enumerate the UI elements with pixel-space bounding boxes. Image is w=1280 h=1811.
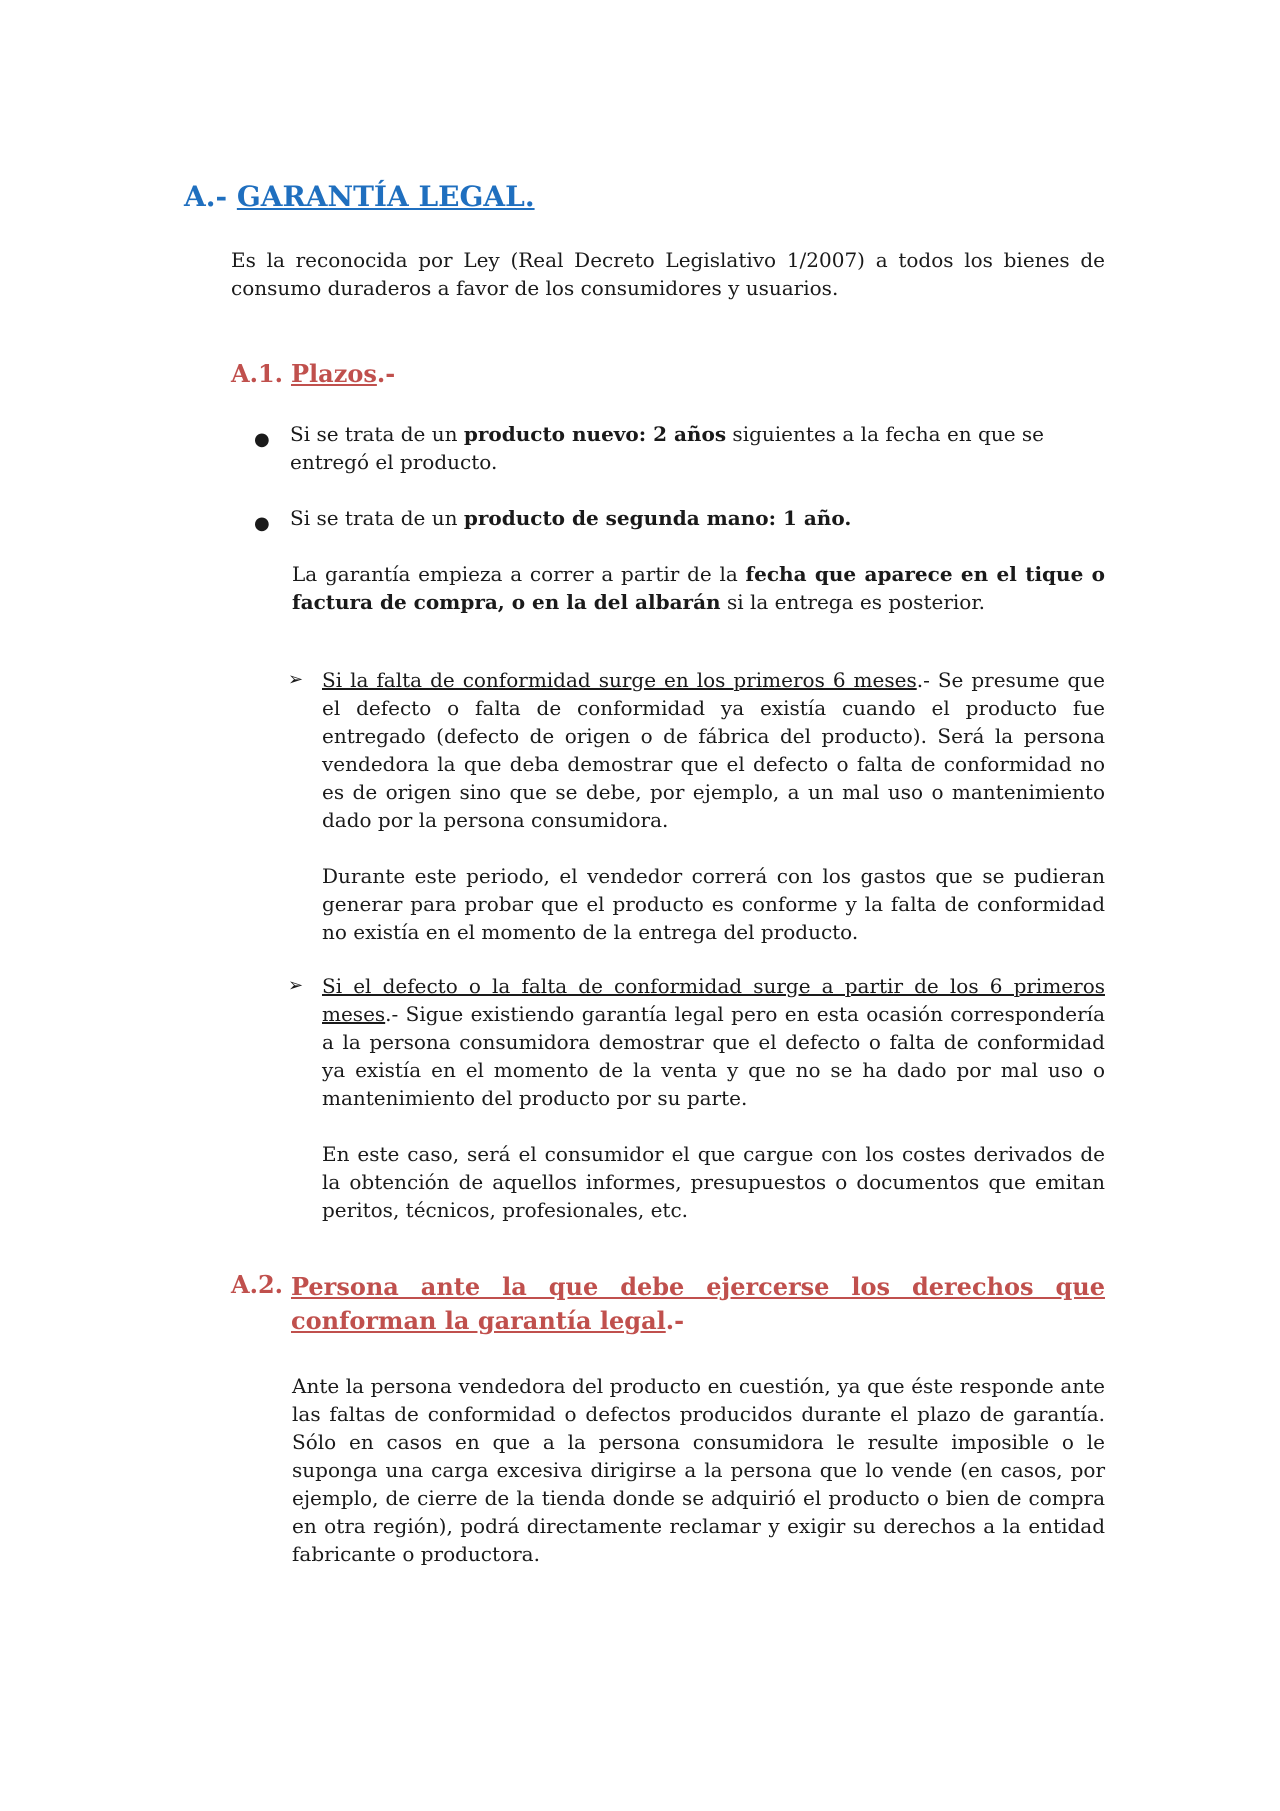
bullet-2-pre: Si se trata de un (290, 506, 464, 530)
garantia-bold: fecha que aparece en el tique o factura de compra, o en la del albarán (292, 562, 1105, 614)
final-paragraph: Ante la persona vendedora del producto en cuestión, ya que éste responde ante las faltas de conformidad o defectos producidos durante el plazo de garantía. Sólo en casos en que a la persona consumidora le resulte imposible o le suponga una carga excesiva dirigirse a la persona que lo vende (en casos, por ejemplo, de cierre de la tienda donde se adquirió el producto o bien de compra en otra región), podrá directamente reclamar y exigir su derechos a la entidad fabricante o productora. (292, 1374, 1105, 1566)
arrow-bullet-icon: ➢ (288, 669, 304, 690)
section-a1-title: Plazos (291, 359, 377, 388)
bullet-second-hand (254, 504, 1105, 534)
section-a2-title: Persona ante la que debe ejercerse los derechos que conforman la garantía legal (291, 1272, 1105, 1335)
bullet-1-bold: producto nuevo: 2 años (463, 422, 727, 446)
section-a1-heading (231, 359, 1105, 395)
arrow-bullet-icon: ➢ (288, 975, 304, 996)
arrow-1-text: .- Se presume que el defecto o falta de conformidad ya existía cuando el producto fue entregado (defecto de origen o de fábrica del producto). Será la persona vendedora la que deba demostrar que el defecto o falta de conformidad no es de origen sino que se debe, por ejemplo, a un mal uso o mantenimiento dado por la persona consumidora. (322, 668, 1105, 832)
section-a1-number: A.1. (231, 359, 284, 388)
section-a-prefix: A.- (184, 180, 237, 213)
bullet-1-post: siguientes a la fecha en que se entregó el producto. (290, 422, 1044, 474)
bullet-1-pre: Si se trata de un (290, 422, 464, 446)
section-a1-suffix: .- (376, 359, 396, 388)
arrow-2-follow: En este caso, será el consumidor el que cargue con los costes derivados de la obtención de aquellos informes, presupuestos o documentos que emitan peritos, técnicos, profesionales, etc. (322, 1142, 1105, 1222)
garantia-post: si la entrega es posterior. (720, 590, 986, 614)
garantia-pre: La garantía empieza a correr a partir de la (292, 562, 746, 586)
bullet-new-product (254, 420, 1105, 476)
arrow-item-first-6-months (288, 666, 1105, 834)
arrow-1-underlined: Si la falta de conformidad surge en los primeros 6 meses (322, 668, 917, 692)
arrow-1-follow: Durante este periodo, el vendedor correrá con los gastos que se pudieran generar para probar que el producto es conforme y la falta de conformidad no existía en el momento de la entrega del producto. (322, 864, 1105, 944)
arrow-2-underlined: Si el defecto o la falta de conformidad surge a partir de los 6 primeros meses (322, 974, 1105, 1026)
section-a-heading (184, 180, 535, 213)
section-a2-number: A.2. (231, 1270, 284, 1299)
bullet-dot-icon: ● (254, 429, 270, 450)
arrow-item-after-6-months (288, 972, 1105, 1112)
section-a2-suffix: .- (665, 1306, 685, 1335)
section-a-title: GARANTÍA LEGAL. (236, 180, 535, 213)
garantia-paragraph (292, 560, 1105, 616)
section-a2-heading (231, 1270, 1105, 1338)
bullet-2-bold: producto de segunda mano: 1 año. (463, 506, 852, 530)
intro-paragraph: Es la reconocida por Ley (Real Decreto Legislativo 1/2007) a todos los bienes de consumo duraderos a favor de los consumidores y usuarios. (231, 248, 1105, 300)
arrow-2-text: .- Sigue existiendo garantía legal pero en esta ocasión correspondería a la persona consumidora demostrar que el defecto o falta de conformidad ya existía en el momento de la venta y que no se ha dado por mal uso o mantenimiento del producto por su parte. (322, 1002, 1105, 1110)
bullet-dot-icon: ● (254, 513, 270, 534)
